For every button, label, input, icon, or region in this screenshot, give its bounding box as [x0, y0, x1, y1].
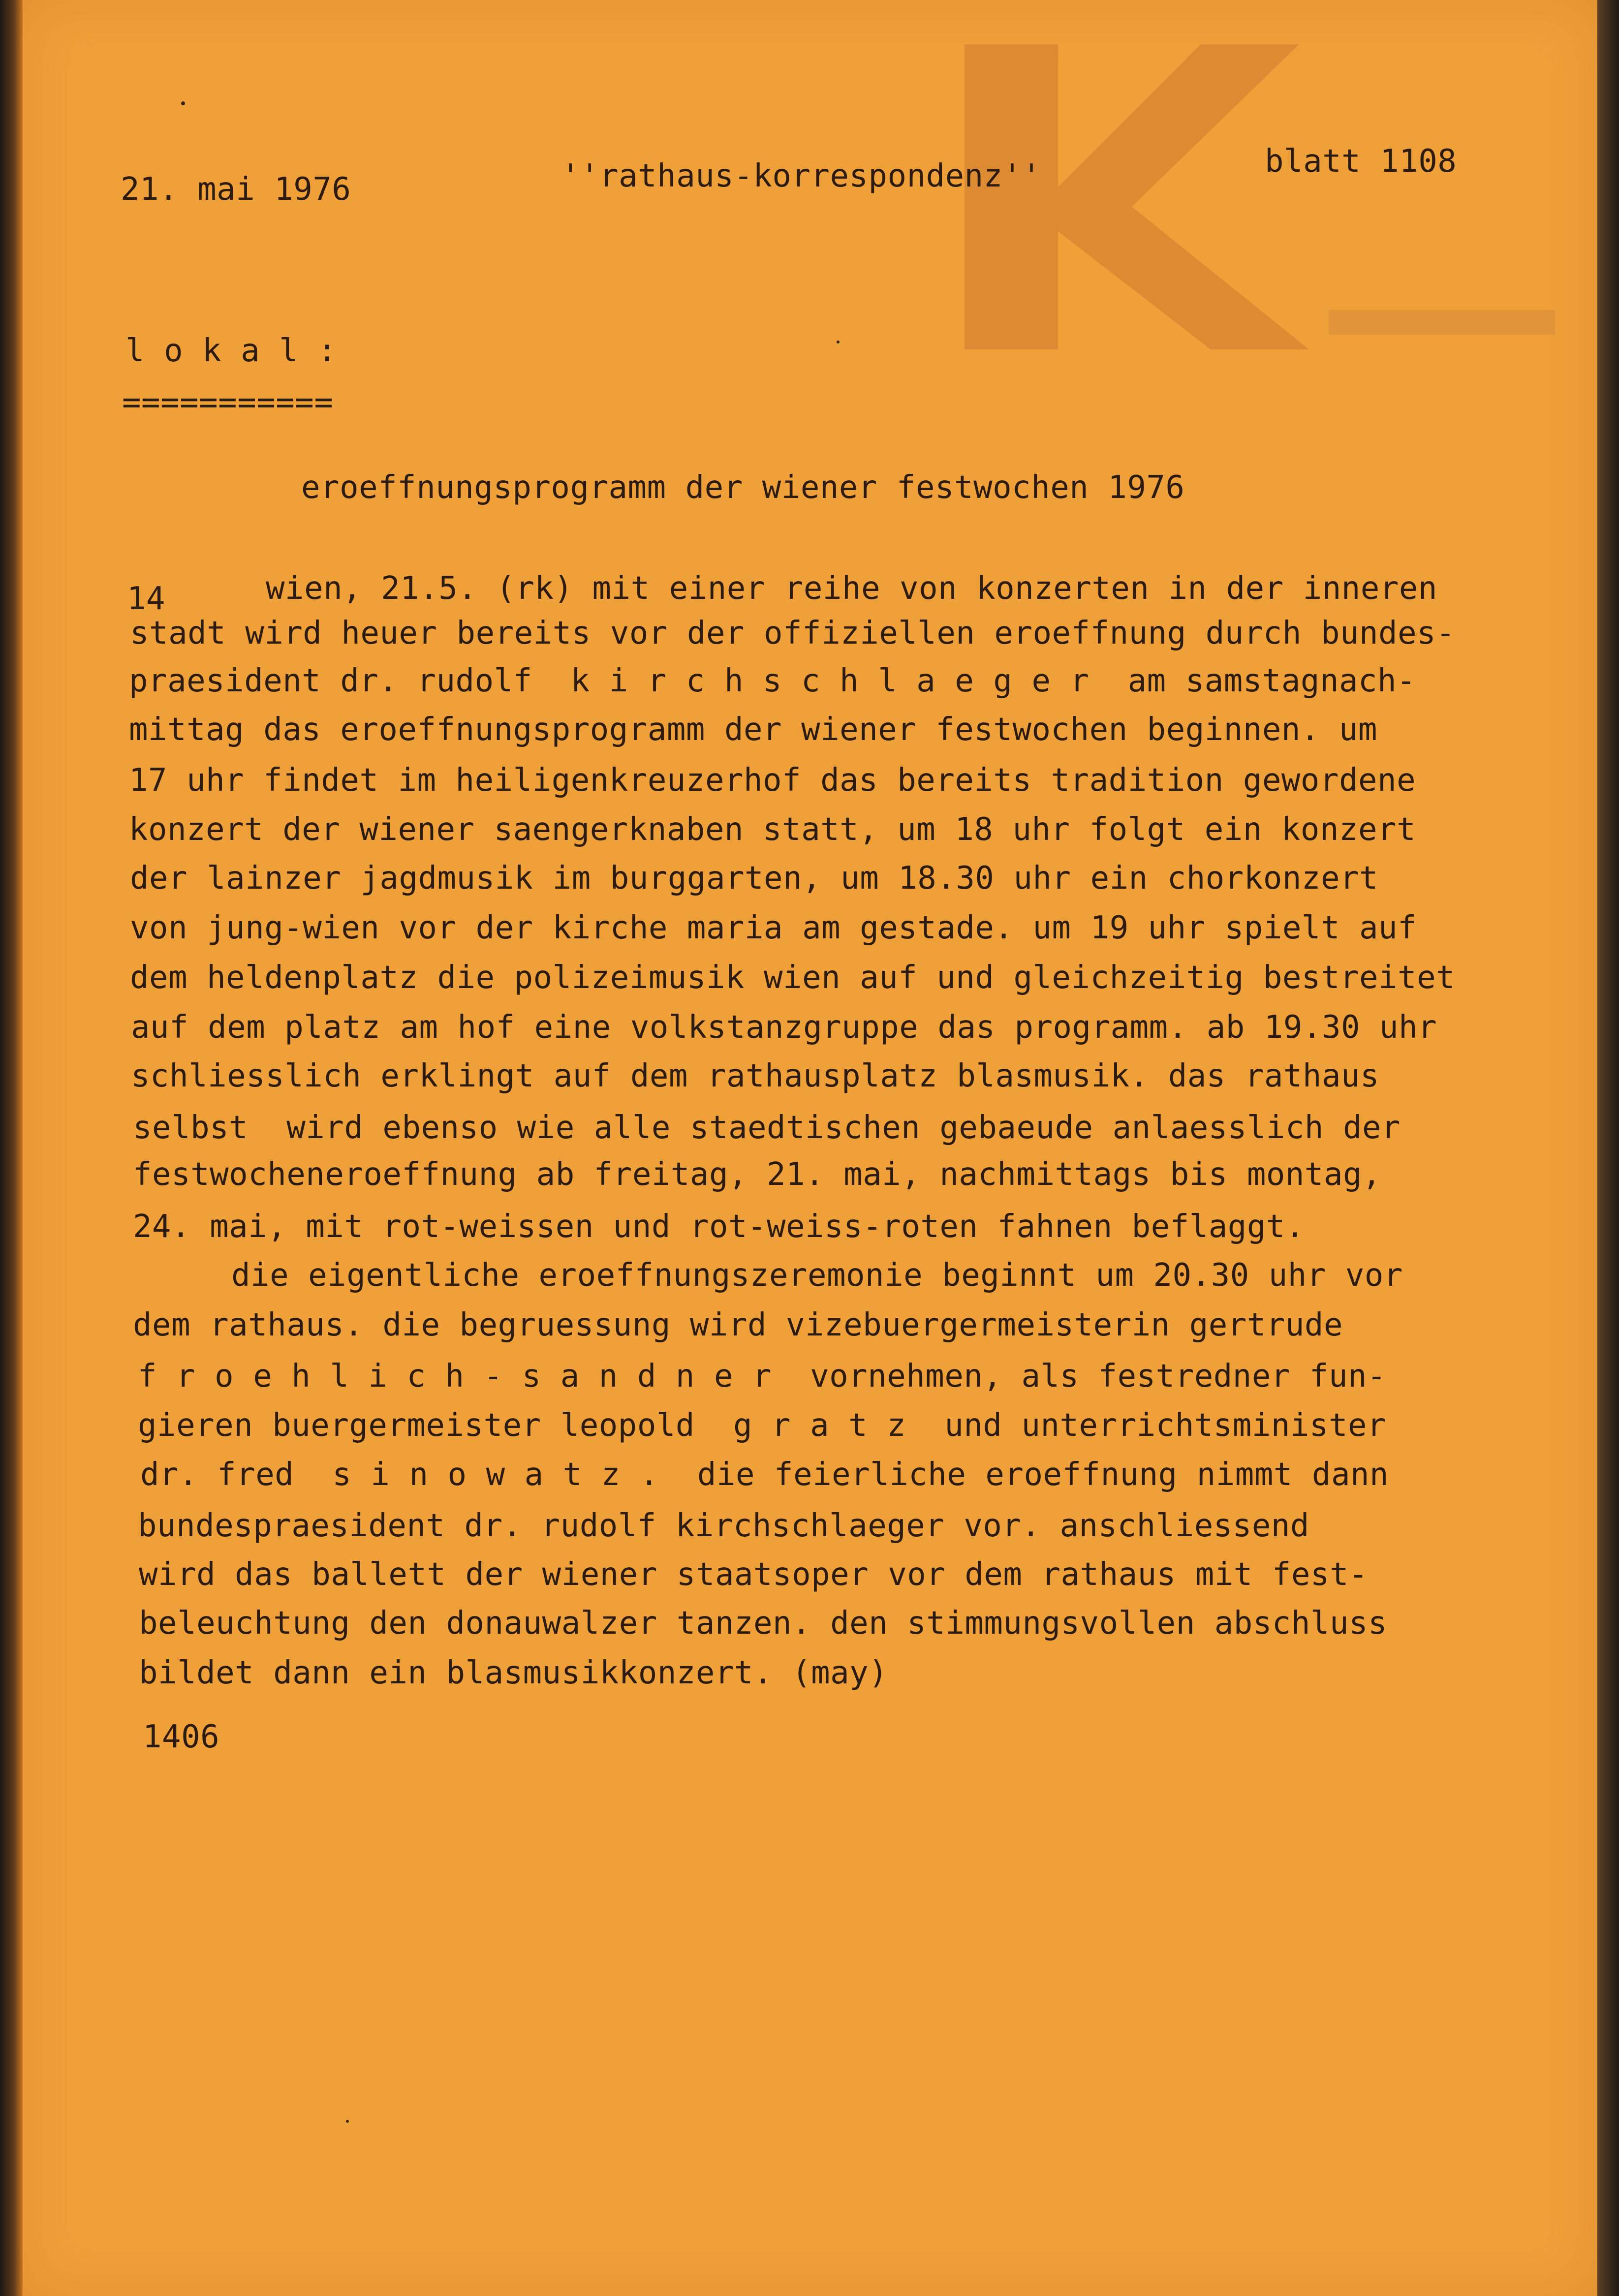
- article-number: 14: [127, 581, 166, 617]
- body-line: von jung-wien vor der kirche maria am gestade. um 19 uhr spielt auf: [130, 910, 1417, 946]
- body-line: festwocheneroeffnung ab freitag, 21. mai, nachmittags bis montag,: [133, 1156, 1382, 1193]
- page-right-edge: [1597, 0, 1619, 2296]
- paper-speck: [346, 2120, 349, 2123]
- header-date: 21. mai 1976: [121, 171, 351, 208]
- body-line: gieren buergermeister leopold g r a t z und unterrichtsminister: [138, 1407, 1387, 1444]
- body-line: auf dem platz am hof eine volkstanzgruppe das programm. ab 19.30 uhr: [131, 1009, 1437, 1046]
- body-line: konzert der wiener saengerknaben statt, um 18 uhr folgt ein konzert: [129, 811, 1416, 848]
- body-line: beleuchtung den donauwalzer tanzen. den stimmungsvollen abschluss: [139, 1605, 1388, 1642]
- body-line: f r o e h l i c h - s a n d n e r vornehmen, als festredner fun-: [138, 1358, 1387, 1395]
- section-underline: ===========: [122, 384, 334, 421]
- paper-speck: [837, 341, 840, 343]
- body-line: dem rathaus. die begruessung wird vizebuergermeisterin gertrude: [133, 1307, 1343, 1343]
- body-line: mittag das eroeffnungsprogramm der wiener festwochen beginnen. um: [129, 712, 1378, 748]
- header-sheet-number: blatt 1108: [1265, 143, 1457, 180]
- body-line: die eigentliche eroeffnungszeremonie beginnt um 20.30 uhr vor: [231, 1257, 1403, 1294]
- body-line: wird das ballett der wiener staatsoper vor dem rathaus mit fest-: [139, 1556, 1368, 1593]
- body-line: wien, 21.5. (rk) mit einer reihe von konzerten in der inneren: [266, 570, 1437, 607]
- section-label: l o k a l :: [125, 333, 337, 369]
- body-line: schliesslich erklingt auf dem rathausplatz blasmusik. das rathaus: [131, 1058, 1380, 1094]
- body-line: praesident dr. rudolf k i r c h s c h l a e g e r am samstagnach-: [129, 663, 1416, 699]
- body-line: bildet dann ein blasmusikkonzert. (may): [139, 1655, 888, 1691]
- body-line: bundespraesident dr. rudolf kirchschlaeger vor. anschliessend: [138, 1508, 1309, 1544]
- end-code: 1406: [143, 1719, 220, 1755]
- body-line: der lainzer jagdmusik im burggarten, um 18.30 uhr ein chorkonzert: [130, 860, 1379, 897]
- body-line: dem heldenplatz die polizeimusik wien auf und gleichzeitig bestreitet: [130, 960, 1456, 996]
- body-line: stadt wird heuer bereits vor der offiziellen eroeffnung durch bundes-: [130, 615, 1456, 652]
- body-line: selbst wird ebenso wie alle staedtischen gebaeude anlaesslich der: [133, 1110, 1401, 1146]
- body-line: 24. mai, mit rot-weissen und rot-weiss-roten fahnen beflaggt.: [133, 1209, 1305, 1245]
- book-spine-edge: [0, 0, 23, 2296]
- body-line: 17 uhr findet im heiligenkreuzerhof das bereits tradition gewordene: [129, 762, 1416, 799]
- article-headline: eroeffnungsprogramm der wiener festwochen 1976: [301, 469, 1185, 506]
- paper-speck: [181, 101, 185, 105]
- header-publication: ''rathaus-korrespondenz'': [561, 158, 1041, 194]
- body-line: dr. fred s i n o w a t z . die feierliche eroeffnung nimmt dann: [140, 1457, 1389, 1493]
